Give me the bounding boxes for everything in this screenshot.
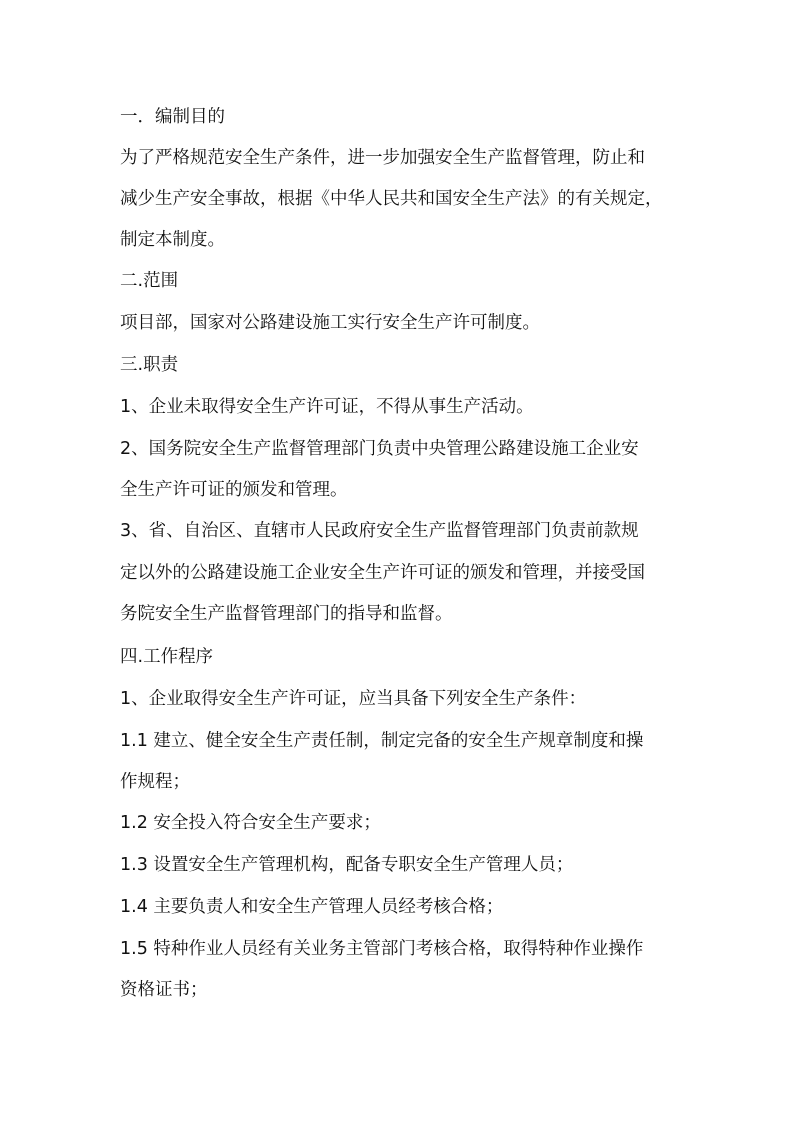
paragraph-line: 1.1 建立、健全安全生产责任制，制定完备的安全生产规章制度和操 (120, 731, 644, 751)
paragraph-line: 3、省、自治区、直辖市人民政府安全生产监督管理部门负责前款规 (120, 521, 639, 541)
paragraph-line: 1、企业未取得安全生产许可证，不得从事生产活动。 (120, 397, 534, 417)
section-heading-procedure: 四.工作程序 (120, 647, 214, 667)
paragraph-line: 全生产许可证的颁发和管理。 (120, 480, 348, 500)
paragraph-line: 资格证书； (120, 980, 208, 1000)
section-heading-duties: 三.职责 (120, 355, 179, 375)
paragraph-line: 1、企业取得安全生产许可证，应当具备下列安全生产条件： (120, 689, 587, 709)
paragraph-line: 定以外的公路建设施工企业安全生产许可证的颁发和管理，并接受国 (120, 563, 645, 583)
paragraph-line: 作规程； (120, 772, 190, 792)
section-heading-scope: 二.范围 (120, 271, 179, 291)
paragraph-line: 1.5 特种作业人员经有关业务主管部门考核合格，取得特种作业操作 (120, 939, 644, 959)
paragraph-line: 制定本制度。 (120, 230, 225, 250)
paragraph-line: 项目部，国家对公路建设施工实行安全生产许可制度。 (120, 313, 540, 333)
paragraph-line: 1.3 设置安全生产管理机构，配备专职安全生产管理人员； (120, 855, 574, 875)
paragraph-line: 1.4 主要负责人和安全生产管理人员经考核合格； (120, 897, 504, 917)
paragraph-line: 为了严格规范安全生产条件，进一步加强安全生产监督管理，防止和 (120, 148, 645, 168)
paragraph-line: 2、国务院安全生产监督管理部门负责中央管理公路建设施工企业安 (120, 439, 639, 459)
paragraph-line: 减少生产安全事故，根据《中华人民共和国安全生产法》的有关规定， (120, 189, 663, 209)
paragraph-line: 务院安全生产监督管理部门的指导和监督。 (120, 604, 453, 624)
section-heading-purpose: 一．编制目的 (120, 107, 225, 127)
paragraph-line: 1.2 安全投入符合安全生产要求； (120, 813, 381, 833)
